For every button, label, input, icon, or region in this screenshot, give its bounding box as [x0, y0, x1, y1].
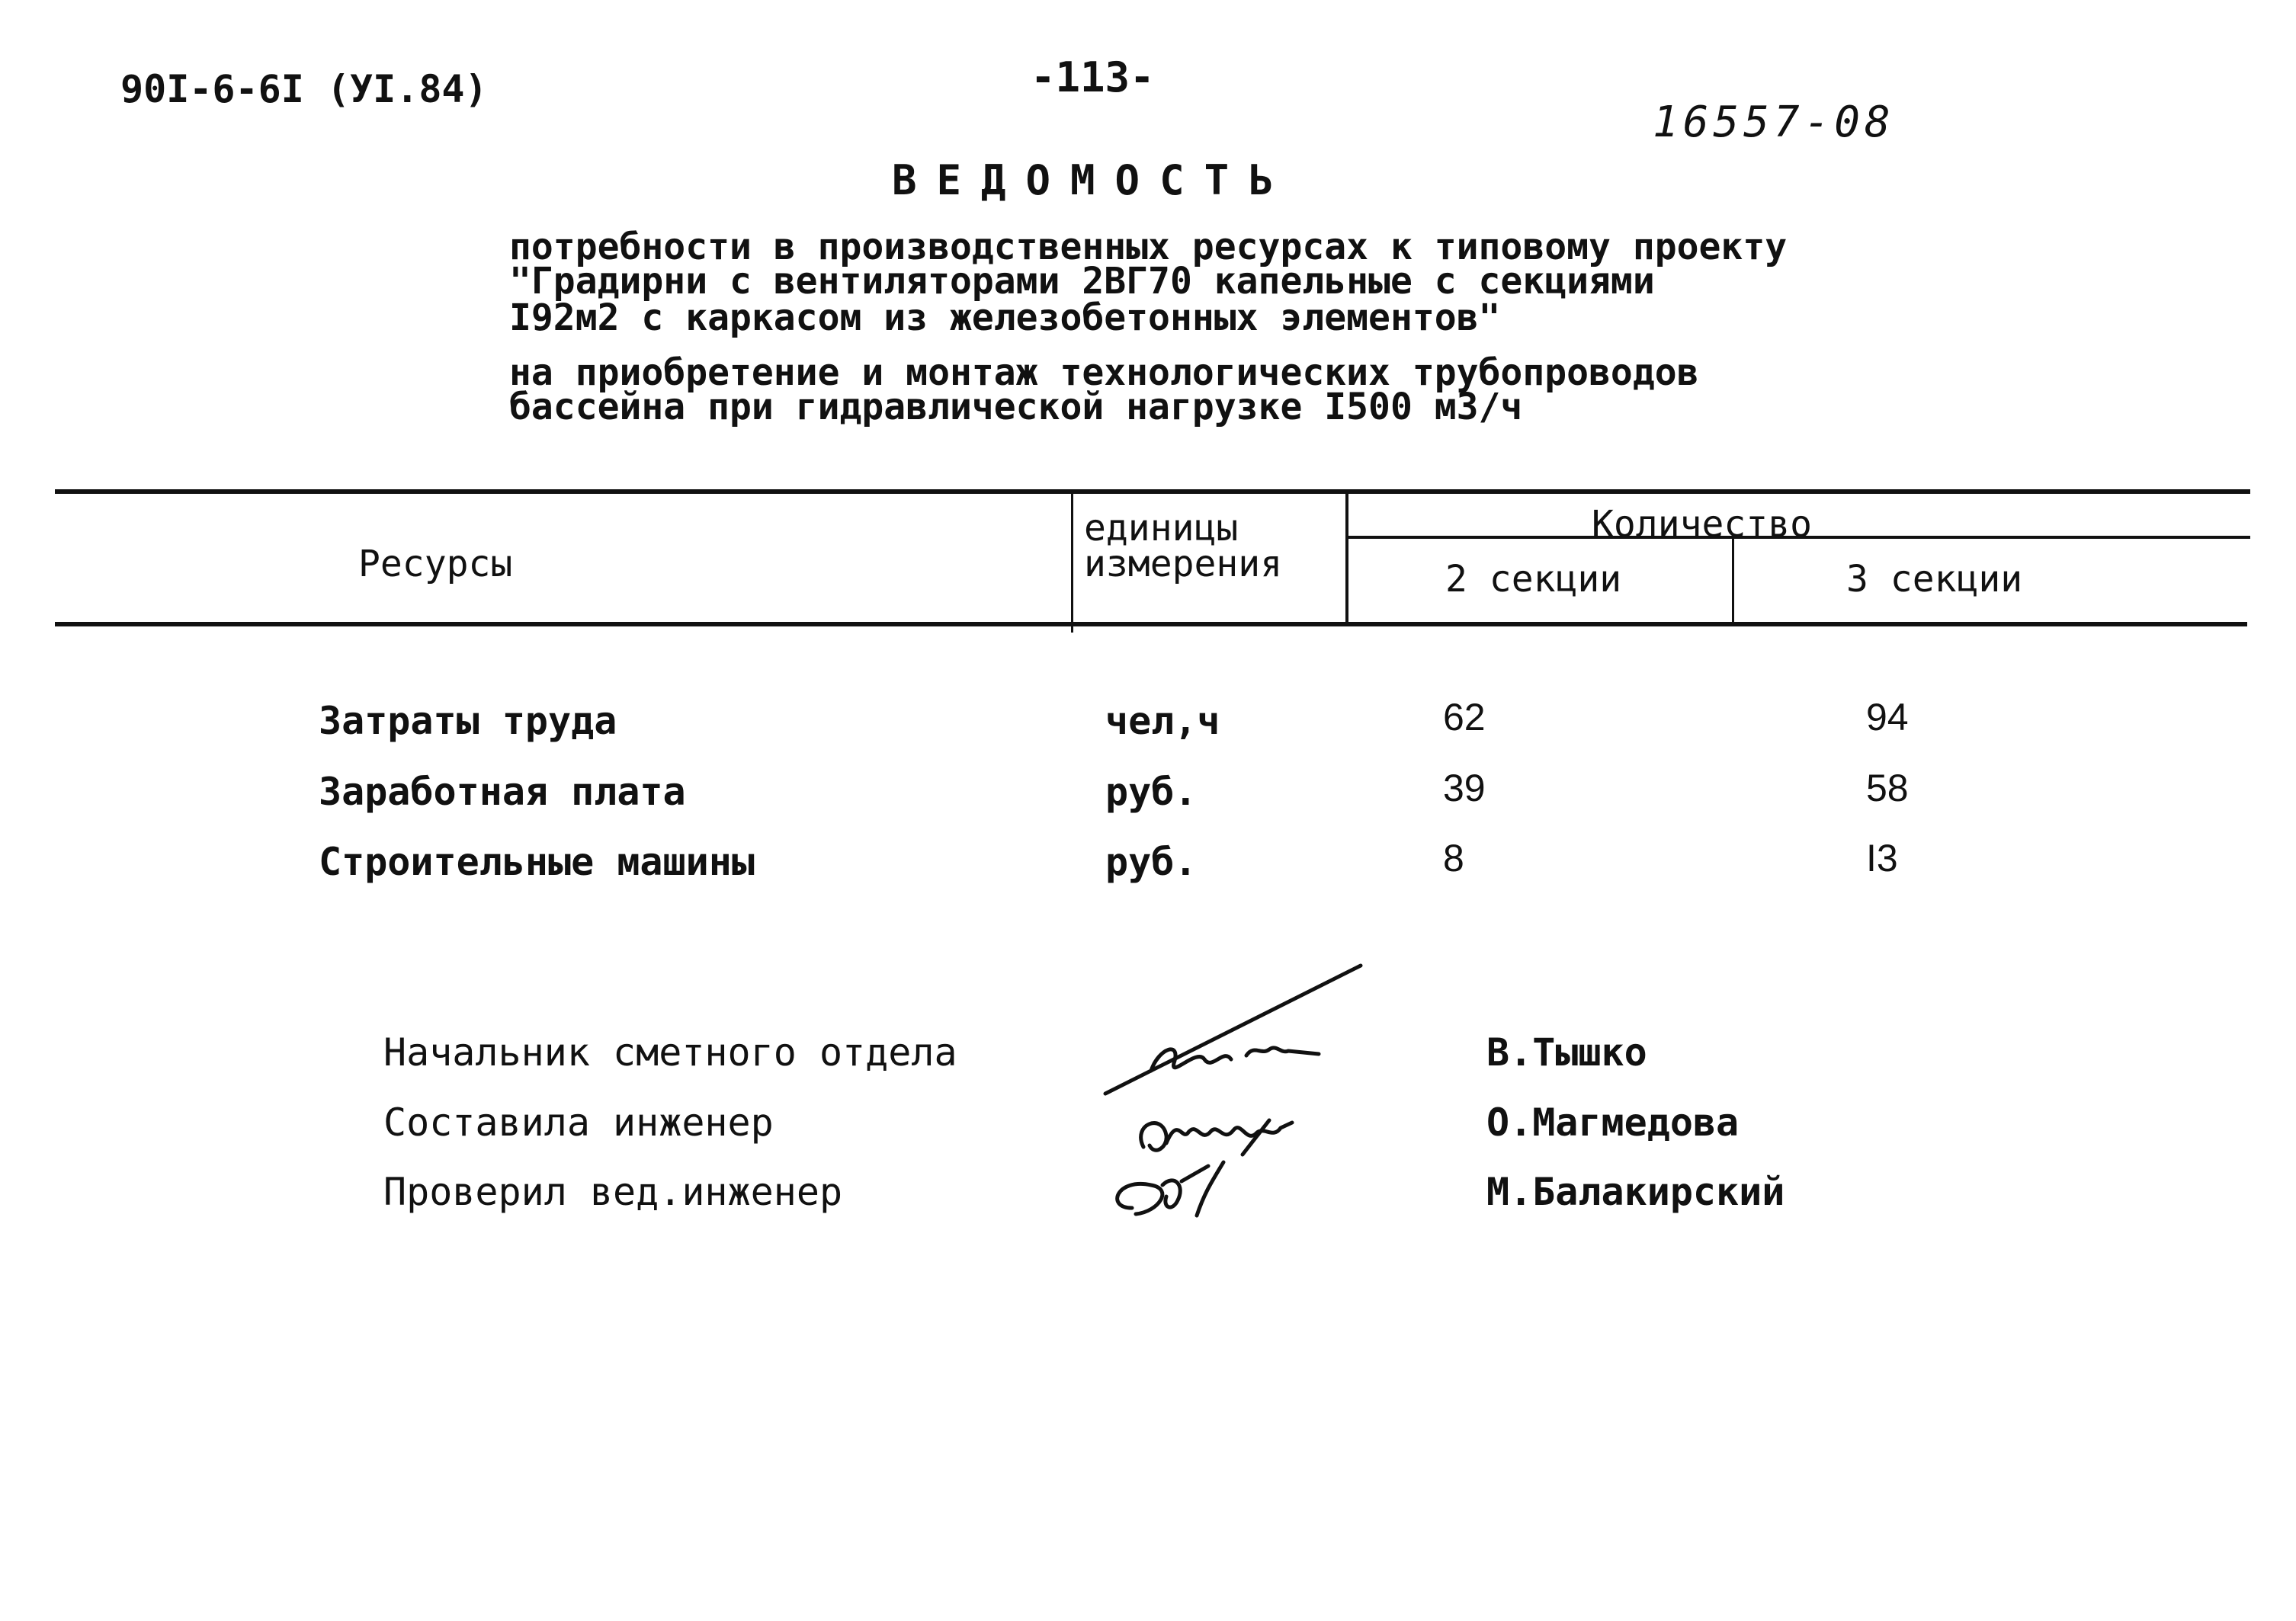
table-divider-sections: [1732, 539, 1734, 623]
row-3-resource: Строительные машины: [319, 840, 755, 884]
row-1-unit: чел,ч: [1105, 699, 1220, 743]
header-units-line1: единицы: [1084, 507, 1239, 549]
document-title: ВЕДОМОСТЬ: [892, 156, 1294, 204]
row-2-resource: Заработная плата: [319, 770, 686, 814]
row-3-qty-3: I3: [1866, 837, 1898, 879]
signature-name-2: О.Магмедова: [1486, 1100, 1740, 1145]
subtitle-line-1: потребности в производственных ресурсах к типовому проекту: [509, 226, 1788, 268]
header-quantity: Количество: [1592, 503, 1812, 546]
table-top-rule: [55, 489, 2250, 494]
subtitle-line-3: I92м2 с каркасом из железобетонных элементов": [509, 296, 1501, 339]
subtitle-line-5: бассейна при гидравлической нагрузке I500 м3/ч: [509, 386, 1523, 428]
header-2-sections: 2 секции: [1445, 558, 1622, 601]
handwritten-signatures-icon: [1090, 956, 1380, 1231]
table-divider-quantity: [1345, 494, 1348, 623]
signature-name-3: М.Балакирский: [1486, 1170, 1785, 1214]
subtitle-line-2: "Градирни с вентиляторами 2ВГ70 капельные с секциями: [509, 260, 1655, 303]
row-2-unit: руб.: [1105, 770, 1198, 814]
signature-role-2: Составила инженер: [383, 1100, 774, 1145]
header-resources: Ресурсы: [358, 543, 513, 585]
signature-role-3: Проверил вед.инженер: [383, 1170, 843, 1214]
signature-name-1: В.Тышко: [1486, 1030, 1647, 1075]
subtitle-line-4: на приобретение и монтаж технологических трубопроводов: [509, 351, 1699, 394]
row-1-resource: Затраты труда: [319, 699, 617, 743]
row-3-unit: руб.: [1105, 840, 1198, 884]
header-units-line2: измерения: [1084, 543, 1283, 585]
row-2-qty-2: 39: [1443, 767, 1486, 809]
row-1-qty-3: 94: [1866, 696, 1909, 738]
row-2-qty-3: 58: [1866, 767, 1909, 809]
table-divider-units: [1071, 494, 1073, 633]
row-3-qty-2: 8: [1443, 837, 1464, 879]
table-header-bottom-rule: [55, 622, 2247, 626]
page-number: -113-: [1031, 53, 1155, 101]
archive-number: 16557-08: [1653, 98, 1895, 147]
header-3-sections: 3 секции: [1846, 558, 2023, 601]
signature-role-1: Начальник сметного отдела: [383, 1030, 957, 1075]
document-code: 90I-6-6I (УI.84): [120, 67, 488, 111]
row-1-qty-2: 62: [1443, 696, 1486, 738]
